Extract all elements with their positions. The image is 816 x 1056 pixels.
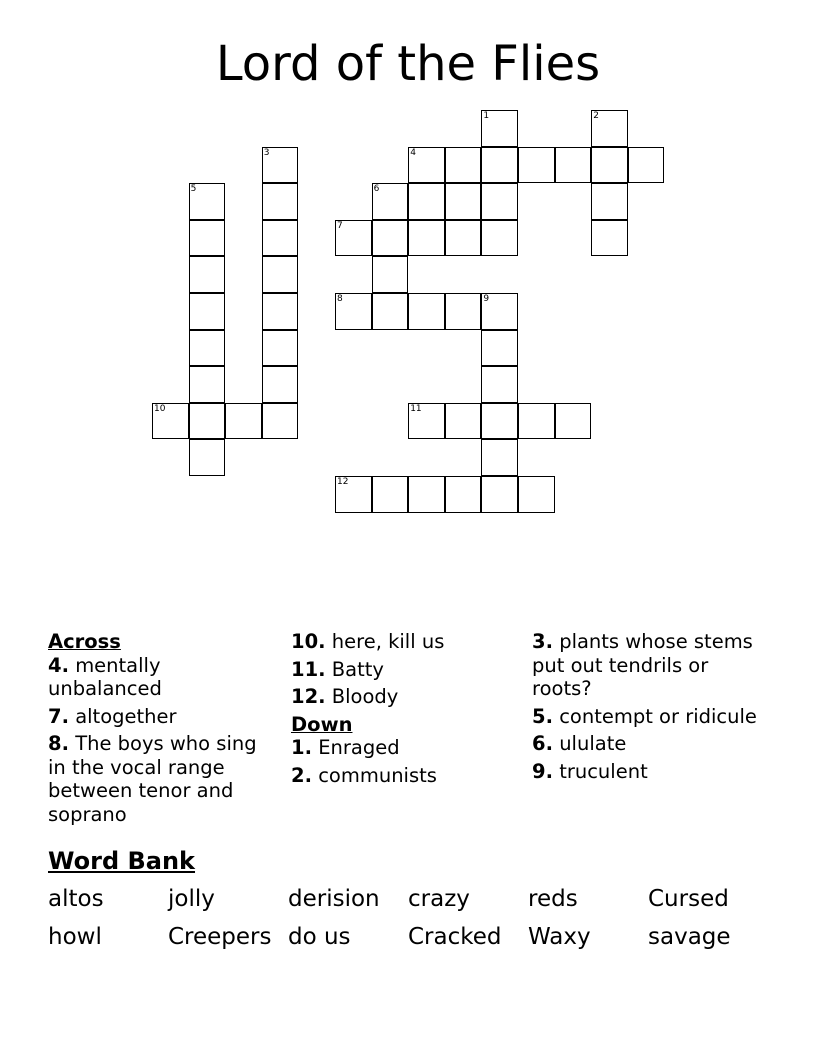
crossword-cell[interactable]	[518, 476, 555, 513]
clue-text: Batty	[331, 657, 384, 681]
word-bank-word: derision	[288, 886, 380, 912]
cell-number: 4	[410, 147, 416, 158]
crossword-cell[interactable]	[555, 403, 592, 440]
crossword-cell[interactable]	[445, 403, 482, 440]
crossword-cell[interactable]	[481, 330, 518, 367]
crossword-cell[interactable]	[335, 293, 372, 330]
crossword-cell[interactable]	[189, 256, 226, 293]
crossword-cell[interactable]	[408, 293, 445, 330]
word-bank-word: howl	[48, 924, 102, 950]
clue-text: plants whose stems put out tendrils or roots?	[532, 630, 753, 700]
word-bank-word: Waxy	[528, 924, 591, 950]
crossword-cell[interactable]	[408, 183, 445, 220]
crossword-cell[interactable]	[262, 220, 299, 257]
clue-across-10	[291, 630, 526, 654]
cell-number: 10	[154, 403, 166, 414]
word-bank-word: reds	[528, 886, 578, 912]
crossword-cell[interactable]	[189, 183, 226, 220]
crossword-cell[interactable]	[372, 220, 409, 257]
clue-text: Bloody	[331, 685, 399, 708]
crossword-cell[interactable]	[372, 293, 409, 330]
word-bank-word: Cursed	[648, 886, 729, 912]
crossword-cell[interactable]	[408, 147, 445, 184]
clue-down-6	[532, 732, 772, 756]
crossword-cell[interactable]	[189, 366, 226, 403]
crossword-cell[interactable]	[189, 403, 226, 440]
clue-number: 4.	[48, 653, 69, 677]
cell-number: 12	[337, 477, 349, 487]
crossword-cell[interactable]	[408, 476, 445, 513]
cell-number: 6	[373, 184, 380, 195]
crossword-cell[interactable]	[445, 293, 482, 330]
crossword-cell[interactable]	[518, 403, 555, 440]
crossword-cell[interactable]	[408, 220, 445, 257]
clue-down-2	[291, 764, 526, 788]
crossword-cell[interactable]	[262, 330, 299, 367]
word-bank-word: savage	[648, 924, 731, 950]
crossword-cell[interactable]	[481, 476, 518, 513]
crossword-cell[interactable]	[408, 403, 445, 440]
crossword-cell[interactable]	[481, 183, 518, 220]
crossword-cell[interactable]	[189, 439, 226, 476]
word-bank-word: jolly	[168, 886, 215, 912]
crossword-cell[interactable]	[481, 110, 518, 147]
crossword-cell[interactable]	[481, 220, 518, 257]
clue-number: 6.	[532, 732, 553, 755]
crossword-cell[interactable]	[372, 476, 409, 513]
crossword-cell[interactable]	[445, 147, 482, 184]
clue-column-3	[532, 630, 772, 787]
crossword-cell[interactable]	[262, 147, 299, 184]
crossword-cell[interactable]	[591, 147, 628, 184]
crossword-cell[interactable]	[189, 293, 226, 330]
clue-text: mentally unbalanced	[48, 653, 162, 700]
cell-number: 9	[483, 294, 490, 304]
clue-text: ululate	[559, 732, 627, 755]
clue-number: 9.	[532, 759, 553, 783]
crossword-cell[interactable]	[445, 220, 482, 257]
cell-number: 3	[263, 147, 270, 158]
clue-across-8	[48, 732, 276, 826]
clue-down-9	[532, 760, 772, 784]
clue-number: 11.	[291, 657, 326, 681]
clue-across-4	[48, 654, 276, 701]
clue-column-2	[291, 630, 526, 791]
clue-column-1	[48, 630, 276, 830]
crossword-cell[interactable]	[481, 403, 518, 440]
clue-number: 7.	[48, 704, 69, 728]
clue-across-12	[291, 685, 526, 709]
cell-number: 8	[337, 294, 343, 304]
crossword-cell[interactable]	[225, 403, 262, 440]
crossword-cell[interactable]	[591, 110, 628, 147]
clue-across-7	[48, 705, 276, 729]
across-heading: Across	[48, 630, 121, 653]
cell-number: 5	[190, 184, 197, 195]
crossword-cell[interactable]	[591, 183, 628, 220]
clue-down-5	[532, 705, 772, 729]
crossword-cell[interactable]	[481, 147, 518, 184]
clue-number: 5.	[532, 704, 553, 728]
crossword-cell[interactable]	[628, 147, 665, 184]
crossword-cell[interactable]	[335, 476, 372, 513]
crossword-cell[interactable]	[591, 220, 628, 257]
crossword-cell[interactable]	[189, 330, 226, 367]
cell-number: 7	[337, 220, 343, 231]
crossword-cell[interactable]	[262, 256, 299, 293]
clue-number: 10.	[291, 630, 326, 653]
crossword-cell[interactable]	[445, 476, 482, 513]
clue-text: truculent	[559, 759, 648, 783]
crossword-cell[interactable]	[555, 147, 592, 184]
word-bank-word: Cracked	[408, 924, 502, 950]
clue-number: 12.	[291, 685, 326, 708]
clue-text: communists	[318, 763, 437, 787]
crossword-cell[interactable]	[481, 293, 518, 330]
crossword-cell[interactable]	[152, 403, 189, 440]
clue-down-1	[291, 736, 526, 760]
clue-text: The boys who sing in the vocal range between tenor and soprano	[48, 732, 257, 826]
clue-number: 2.	[291, 763, 312, 787]
crossword-cell[interactable]	[372, 256, 409, 293]
clue-text: altogether	[75, 704, 177, 728]
puzzle-title: Lord of the Flies	[215, 36, 601, 92]
crossword-cell[interactable]	[481, 439, 518, 476]
crossword-cell[interactable]	[481, 366, 518, 403]
word-bank-word: altos	[48, 886, 104, 912]
cell-number: 2	[593, 111, 599, 121]
clue-number: 3.	[532, 630, 553, 653]
cell-number: 1	[483, 111, 490, 121]
crossword-cell[interactable]	[262, 403, 299, 440]
crossword-cell[interactable]	[335, 220, 372, 257]
crossword-cell[interactable]	[262, 293, 299, 330]
word-bank-title: Word Bank	[48, 847, 196, 875]
word-bank-word: do us	[288, 924, 351, 950]
clue-across-11	[291, 658, 526, 682]
crossword-cell[interactable]	[445, 183, 482, 220]
down-heading: Down	[291, 712, 353, 736]
word-bank-word: Creepers	[168, 924, 272, 950]
cell-number: 11	[410, 403, 422, 414]
clue-text: Enraged	[318, 736, 400, 759]
clue-number: 1.	[291, 736, 312, 759]
clue-text: contempt or ridicule	[559, 704, 757, 728]
clue-number: 8.	[48, 732, 69, 755]
crossword-cell[interactable]	[262, 183, 299, 220]
clue-down-3	[532, 630, 772, 701]
clue-text: here, kill us	[331, 630, 445, 653]
crossword-cell[interactable]	[189, 220, 226, 257]
crossword-cell[interactable]	[372, 183, 409, 220]
word-bank-word: crazy	[408, 886, 470, 912]
crossword-cell[interactable]	[262, 366, 299, 403]
crossword-cell[interactable]	[518, 147, 555, 184]
